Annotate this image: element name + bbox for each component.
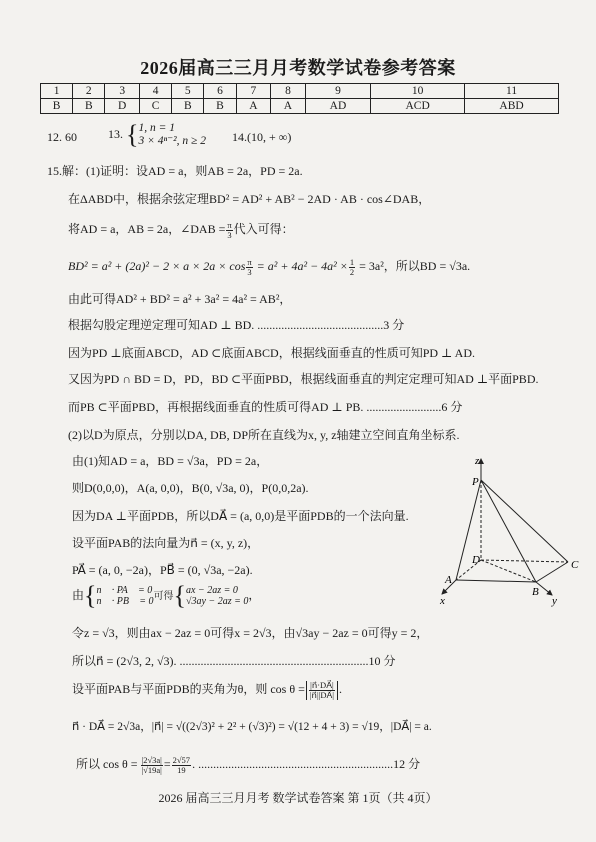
- fill-in-q14: 14.(10, + ∞): [232, 130, 292, 144]
- fraction-den: |√19a|: [141, 764, 162, 775]
- answer-cell: B: [73, 99, 105, 114]
- question-number: 10: [371, 84, 465, 99]
- answer-cell: ACD: [371, 99, 465, 114]
- label-D: D: [472, 554, 480, 566]
- label-A: A: [445, 574, 452, 586]
- page-title: 2026届高三三月月考数学试卷参考答案: [140, 58, 456, 78]
- label-C: C: [571, 559, 579, 571]
- equation: n⃗ · PB⃗ = 0: [96, 596, 154, 607]
- text-segment: = a² + 4a² − 4a² ×: [253, 259, 348, 273]
- fraction: [226, 221, 232, 240]
- solution-line-15: PA⃗ = (a, 0, −2a)，PB⃗ = (0, √3a, −2a).: [72, 563, 253, 577]
- pyramid-figure: [428, 452, 586, 610]
- text-segment: 所以 cos θ =: [76, 757, 138, 771]
- text-segment: 将AD = a，AB = 2a，∠DAB =: [68, 222, 226, 236]
- solution-line-5: 由此可得AD² + BD² = a² + 3a² = 4a² = AB²，: [68, 292, 292, 306]
- solution-line-9: 而PB ⊂平面PBD，再根据线面垂直的性质可得AD ⊥ PB. .........................6 分: [68, 400, 463, 414]
- solution-line-18: 所以n⃗ = (2√3, 2, √3). ...............................................................10 分: [72, 654, 396, 668]
- question-number: 3: [105, 84, 140, 99]
- text-segment: 代入可得：: [233, 222, 294, 236]
- edge-AB: [456, 580, 536, 582]
- fraction-num: |n⃗·DA⃗|: [310, 679, 334, 690]
- fraction-num: 2√57: [172, 754, 191, 765]
- fraction: [172, 756, 191, 775]
- fraction-num: π: [227, 219, 232, 230]
- text-segment: . .................................................................12 分: [192, 757, 421, 771]
- q13-case-2: 3 × 4ⁿ⁻², n ≥ 2: [138, 135, 206, 147]
- solution-line-7: 因为PD ⊥底面ABCD，AD ⊂底面ABCD，根据线面垂直的性质可知PD ⊥ AD.: [68, 346, 475, 360]
- solution-line-4: [68, 257, 470, 277]
- answer-cell: A: [236, 99, 271, 114]
- question-number: 1: [41, 84, 73, 99]
- answer-cell: B: [41, 99, 73, 114]
- answer-cell: ABD: [465, 99, 559, 114]
- question-number: 5: [172, 84, 204, 99]
- edge-PC: [481, 480, 568, 562]
- label-P: P: [472, 476, 479, 488]
- fraction-den: 3: [227, 229, 232, 240]
- fraction: [246, 258, 252, 277]
- fraction: [141, 756, 163, 775]
- answer-cell: D: [105, 99, 140, 114]
- text-segment: .: [339, 682, 343, 696]
- solution-line-10: (2)以D为原点，分别以DA, DB, DP所在直线为x, y, z轴建立空间直角坐标系.: [68, 428, 460, 442]
- fraction-den: |n⃗||DA⃗|: [309, 689, 335, 700]
- fraction: [306, 681, 338, 700]
- question-number: 11: [465, 84, 559, 99]
- equation: ax − 2az = 0: [186, 585, 238, 596]
- solution-line-6: 根据勾股定理逆定理可知AD ⊥ BD. ..........................................3 分: [68, 318, 405, 332]
- solution-line-1: 15.解：(1)证明：设AD = a，则AB = 2a，PD = 2a.: [47, 164, 303, 178]
- edge-DB: [481, 560, 536, 582]
- answer-cell: A: [271, 99, 306, 114]
- label-z: z: [475, 455, 480, 467]
- fraction-den: 3: [247, 266, 252, 277]
- fraction-den: 2: [349, 266, 355, 277]
- solution-line-12: 则D(0,0,0)，A(a, 0,0)，B(0, √3a, 0)，P(0,0,2a).: [72, 481, 309, 495]
- solution-line-11: 由(1)知AD = a，BD = √3a，PD = 2a，: [72, 454, 269, 468]
- fraction-den: 19: [177, 764, 186, 775]
- question-number: 9: [305, 84, 370, 99]
- solution-line-13: 因为DA ⊥平面PDB，所以DA⃗ = (a, 0,0)是平面PDB的一个法向量.: [72, 509, 409, 523]
- solution-line-3: [68, 220, 294, 240]
- brace-icon: {: [126, 120, 139, 149]
- question-number: 4: [139, 84, 171, 99]
- edge-PB: [481, 480, 536, 582]
- scalar-system: [186, 585, 248, 607]
- q13-case-1: 1, n = 1: [138, 122, 175, 134]
- answer-table-number-row: [41, 84, 559, 99]
- solution-line-20: n⃗ · DA⃗ = 2√3a，|n⃗| = √((2√3)² + 2² + (√3)²) = √(12 + 4 + 3) = √19，|DA⃗| = a.: [72, 721, 432, 733]
- fraction-num: 1: [349, 256, 355, 267]
- fraction: [349, 258, 355, 277]
- equation: √3ay − 2az = 0: [186, 596, 249, 607]
- answer-table: [40, 83, 559, 114]
- solution-line-21: [76, 755, 420, 775]
- fill-in-q13: [108, 122, 206, 148]
- solution-line-19: [72, 680, 342, 700]
- text-segment: 设平面PAB与平面PDB的夹角为θ，则 cos θ =: [72, 682, 305, 696]
- fill-in-q12: 12. 60: [47, 130, 77, 144]
- answer-cell: C: [139, 99, 171, 114]
- label-x: x: [440, 595, 445, 607]
- solution-line-8: 又因为PD ∩ BD = D，PD，BD ⊂平面PBD，根据线面垂直的判定定理可知AD ⊥平面PBD.: [68, 372, 539, 386]
- edge-BC: [536, 562, 568, 582]
- page-footer: 2026 届高三三月月考 数学试卷答案 第 1页（共 4页）: [158, 791, 438, 805]
- equation: n⃗ · PA⃗ = 0: [96, 585, 153, 596]
- brace-icon: {: [173, 581, 187, 610]
- fraction-num: |2√3a|: [141, 754, 162, 765]
- fraction-num: π: [247, 256, 252, 267]
- label-B: B: [532, 586, 539, 598]
- answer-table-answer-row: [41, 99, 559, 114]
- vector-system: [97, 585, 154, 607]
- q13-piecewise: [138, 122, 205, 148]
- text-segment: BD² = a² + (2a)² − 2 × a × 2a × cos: [68, 259, 246, 273]
- text-segment: 由: [72, 587, 85, 602]
- answer-cell: B: [204, 99, 236, 114]
- question-number: 2: [73, 84, 105, 99]
- question-number: 7: [236, 84, 271, 99]
- solution-line-2: 在ΔABD中，根据余弦定理BD² = AD² + AB² − 2AD · AB · cos∠DAB，: [68, 192, 431, 206]
- question-number: 8: [271, 84, 306, 99]
- question-number: 6: [204, 84, 236, 99]
- solution-line-17: 令z = √3，则由ax − 2az = 0可得x = 2√3，由√3ay − 2az = 0可得y = 2，: [72, 626, 429, 640]
- solution-line-16: [72, 583, 260, 609]
- q13-label: 13.: [108, 126, 123, 141]
- text-segment: = 3a²，所以BD = √3a.: [356, 259, 471, 273]
- brace-icon: {: [84, 581, 97, 610]
- text-segment: ，: [248, 587, 261, 602]
- text-segment: 可得: [153, 590, 174, 602]
- solution-line-14: 设平面PAB的法向量为n⃗ = (x, y, z)，: [72, 536, 260, 550]
- answer-cell: B: [172, 99, 204, 114]
- answer-cell: AD: [305, 99, 370, 114]
- label-y: y: [552, 595, 557, 607]
- text-segment: =: [163, 757, 171, 771]
